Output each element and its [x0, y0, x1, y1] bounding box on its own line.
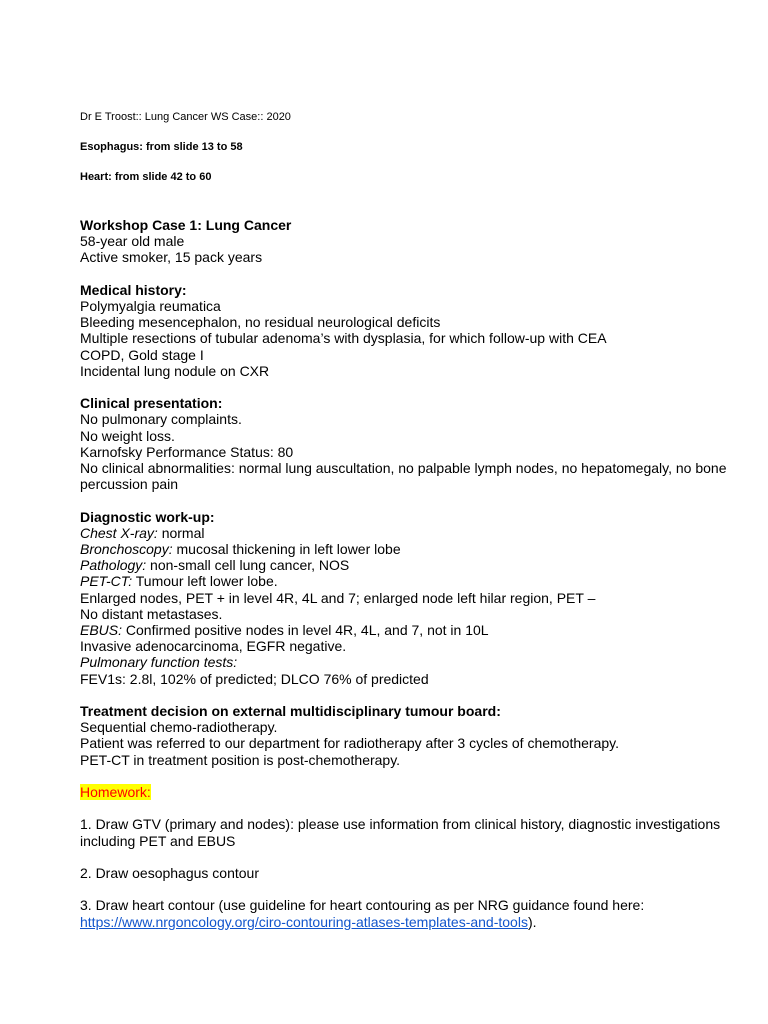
bronchoscopy-value: mucosal thickening in left lower lobe — [172, 541, 401, 558]
nrg-guidance-link[interactable]: https://www.nrgoncology.org/ciro-contouring-atlases-templates-and-tools — [80, 913, 528, 930]
ebus-label: EBUS: — [80, 622, 123, 639]
homework-task-3 — [80, 897, 740, 929]
ebus-line — [80, 622, 740, 638]
pathology-value: non-small cell lung cancer, NOS — [146, 557, 350, 574]
pet-ct-line — [80, 573, 740, 589]
homework-task-3-suffix: ). — [527, 913, 537, 930]
homework-task-2: 2. Draw oesophagus contour — [80, 865, 259, 882]
treatment-item: PET-CT in treatment position is post-chemotherapy. — [80, 751, 401, 768]
patient-age: 58-year old male — [80, 233, 185, 250]
treatment-item: Sequential chemo-radiotherapy. — [80, 719, 278, 736]
clinical-item: No clinical abnormalities: normal lung auscultation, no palpable lymph nodes, no hepatomegaly, no bone percussion pain — [80, 460, 727, 493]
fev1-line: FEV1s: 2.8l, 102% of predicted; DLCO 76% of predicted — [80, 670, 429, 687]
treatment-item: Patient was referred to our department for radiotherapy after 3 cycles of chemotherapy. — [80, 735, 620, 752]
chest-xray-label: Chest X-ray: — [80, 524, 158, 541]
homework-task-3-prefix: 3. Draw heart contour (use guideline for heart contouring as per NRG guidance found here: — [80, 897, 645, 914]
medical-history-item: Bleeding mesencephalon, no residual neurological deficits — [80, 314, 441, 331]
patient-smoking: Active smoker, 15 pack years — [80, 249, 263, 266]
medical-history-item: Polymyalgia reumatica — [80, 298, 221, 314]
chest-xray-line — [80, 525, 740, 541]
pathology-line — [80, 557, 740, 573]
diagnostic-heading: Diagnostic work-up: — [80, 508, 215, 525]
nodes-line: Enlarged nodes, PET + in level 4R, 4L and 7; enlarged node left hilar region, PET – — [80, 589, 596, 606]
medical-history-item: Multiple resections of tubular adenoma’s with dysplasia, for which follow-up with CEA — [80, 330, 607, 347]
document-title: Dr E Troost:: Lung Cancer WS Case:: 2020 — [80, 111, 291, 123]
case-title: Workshop Case 1: Lung Cancer — [80, 217, 292, 233]
esophagus-slides-note: Esophagus: from slide 13 to 58 — [80, 141, 243, 153]
medical-history-item: COPD, Gold stage I — [80, 346, 204, 363]
homework-label: Homework: — [80, 784, 151, 801]
pulmonary-function-label: Pulmonary function tests: — [80, 654, 238, 671]
clinical-item: No weight loss. — [80, 427, 175, 444]
chest-xray-value: normal — [157, 524, 205, 541]
bronchoscopy-line — [80, 541, 740, 557]
treatment-heading: Treatment decision on external multidisciplinary tumour board: — [80, 703, 501, 720]
pet-ct-label: PET-CT: — [80, 573, 133, 590]
document-page — [80, 0, 740, 1024]
homework-line — [80, 784, 740, 800]
homework-task-1: 1. Draw GTV (primary and nodes): please use information from clinical history, diagnostic investigations including PET and EBUS — [80, 816, 721, 849]
metastases-line: No distant metastases. — [80, 605, 223, 622]
ebus-value: Confirmed positive nodes in level 4R, 4L, and 7, not in 10L — [122, 622, 489, 639]
case-body — [80, 217, 740, 930]
clinical-presentation-heading: Clinical presentation: — [80, 395, 223, 412]
medical-history-heading: Medical history: — [80, 281, 187, 298]
pathology-label: Pathology: — [80, 557, 147, 574]
adenocarcinoma-line: Invasive adenocarcinoma, EGFR negative. — [80, 638, 347, 655]
clinical-item: No pulmonary complaints. — [80, 411, 242, 428]
medical-history-item: Incidental lung nodule on CXR — [80, 362, 270, 379]
clinical-item: Karnofsky Performance Status: 80 — [80, 443, 294, 460]
pet-ct-value: Tumour left lower lobe. — [132, 573, 278, 590]
bronchoscopy-label: Bronchoscopy: — [80, 541, 173, 558]
heart-slides-note: Heart: from slide 42 to 60 — [80, 171, 212, 183]
